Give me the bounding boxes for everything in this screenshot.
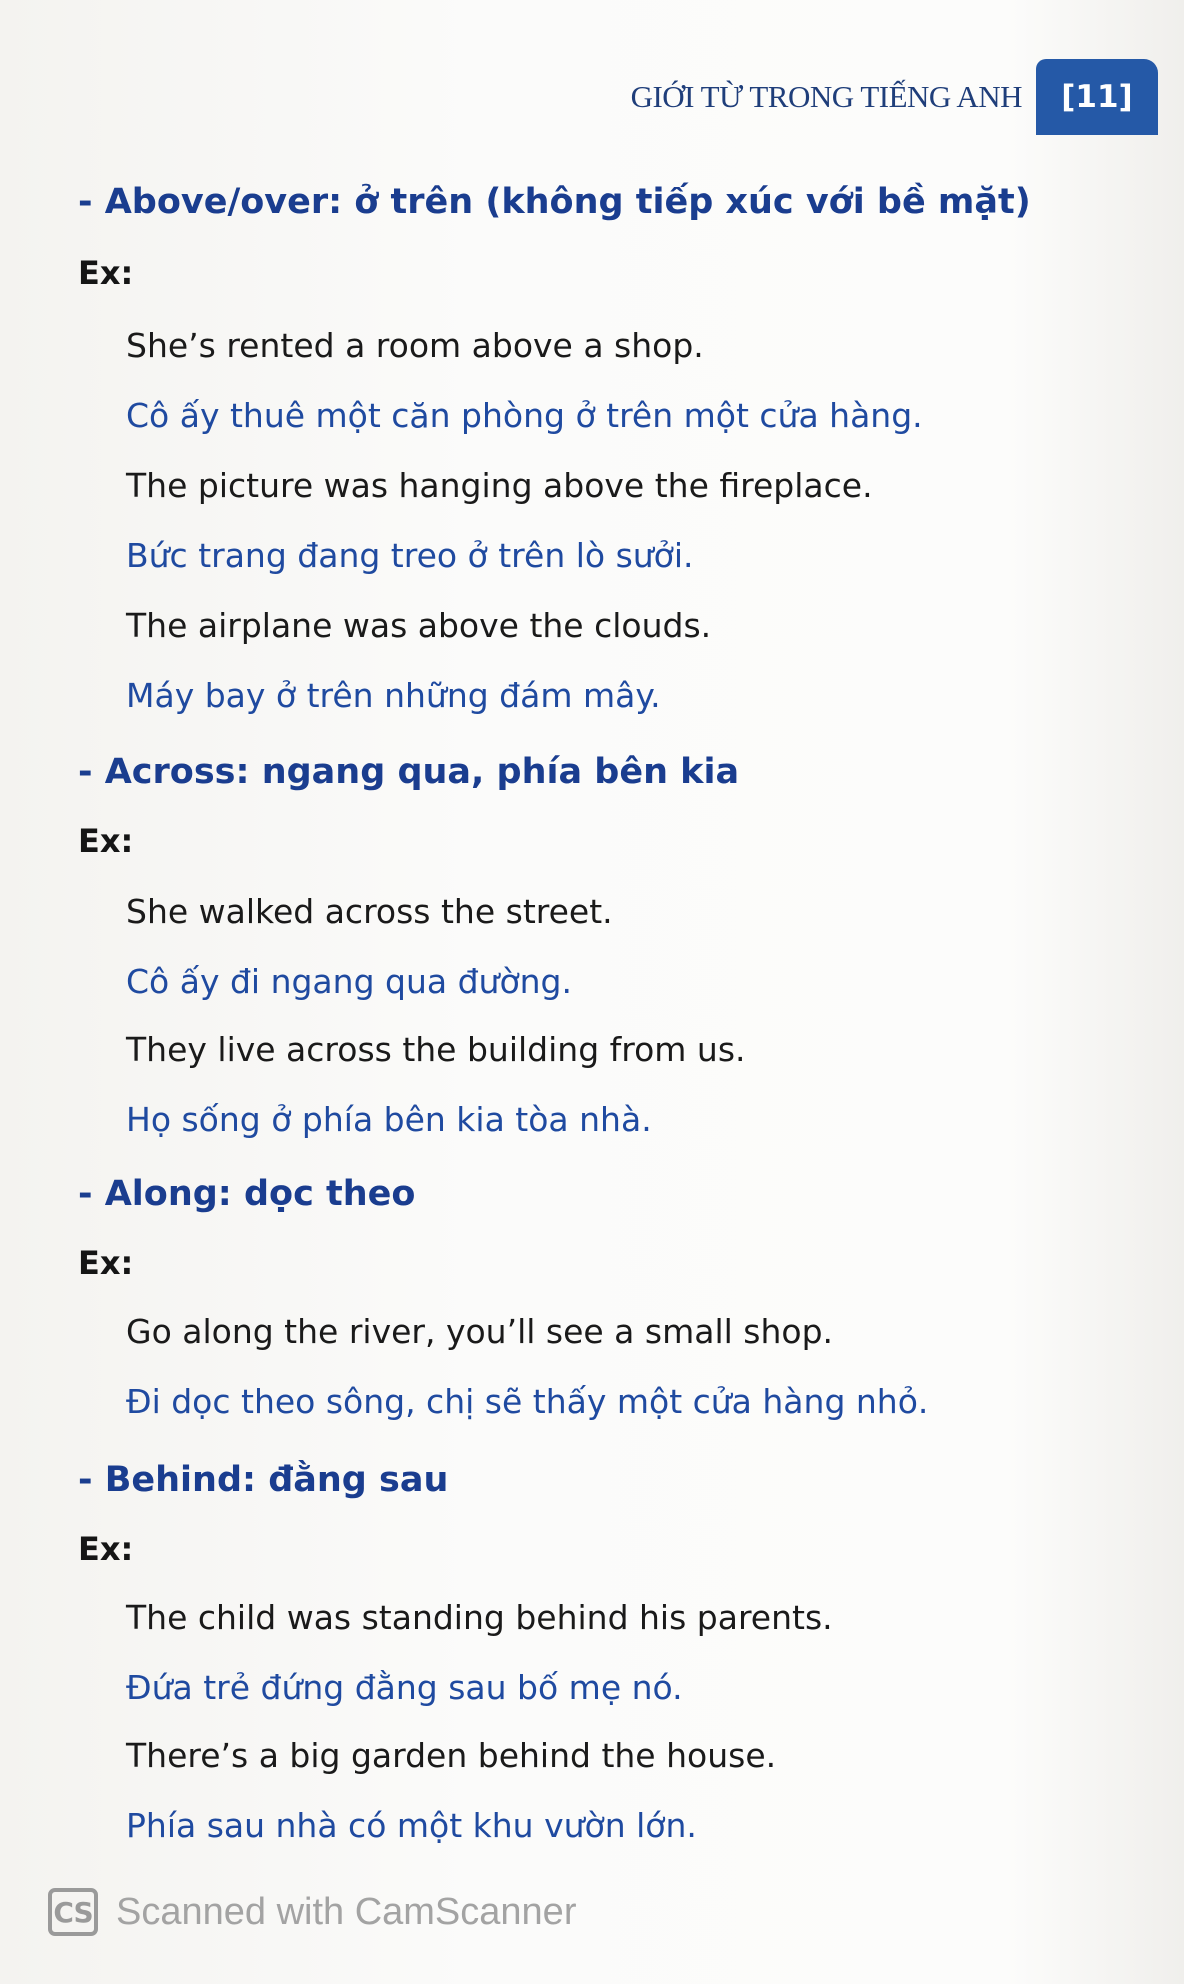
example-label: Ex: (78, 1244, 134, 1282)
example-vietnamese: Máy bay ở trên những đám mây. (126, 676, 661, 715)
watermark-text: Scanned with CamScanner (116, 1890, 577, 1933)
example-vietnamese: Cô ấy đi ngang qua đường. (126, 962, 572, 1001)
example-english: The picture was hanging above the fireplace. (126, 466, 873, 505)
example-vietnamese: Đứa trẻ đứng đằng sau bố mẹ nó. (126, 1668, 683, 1707)
page-header (631, 58, 1158, 136)
example-vietnamese: Bức trang đang treo ở trên lò sưởi. (126, 536, 694, 575)
example-vietnamese: Cô ấy thuê một căn phòng ở trên một cửa hàng. (126, 396, 923, 435)
example-english: She’s rented a room above a shop. (126, 326, 704, 365)
section-heading-along: - Along: dọc theo (78, 1174, 416, 1214)
section-heading-behind: - Behind: đằng sau (78, 1460, 449, 1500)
example-english: She walked across the street. (126, 892, 613, 931)
camscanner-watermark (48, 1888, 576, 1936)
section-heading-across: - Across: ngang qua, phía bên kia (78, 752, 740, 792)
example-english: Go along the river, you’ll see a small shop. (126, 1312, 834, 1351)
page-number-tab: [11] (1036, 59, 1158, 135)
example-label: Ex: (78, 822, 134, 860)
example-english: They live across the building from us. (126, 1030, 746, 1069)
camscanner-logo-icon: CS (48, 1888, 98, 1936)
example-english: The child was standing behind his parents. (126, 1598, 833, 1637)
example-label: Ex: (78, 1530, 134, 1568)
example-vietnamese: Đi dọc theo sông, chị sẽ thấy một cửa hàng nhỏ. (126, 1382, 929, 1421)
section-heading-above: - Above/over: ở trên (không tiếp xúc với bề mặt) (78, 182, 1031, 222)
example-english: The airplane was above the clouds. (126, 606, 712, 645)
example-vietnamese: Họ sống ở phía bên kia tòa nhà. (126, 1100, 652, 1139)
example-label: Ex: (78, 254, 134, 292)
chapter-title: GIỚI TỪ TRONG TIẾNG ANH (630, 79, 1022, 114)
example-english: There’s a big garden behind the house. (126, 1736, 777, 1775)
example-vietnamese: Phía sau nhà có một khu vườn lớn. (126, 1806, 697, 1845)
